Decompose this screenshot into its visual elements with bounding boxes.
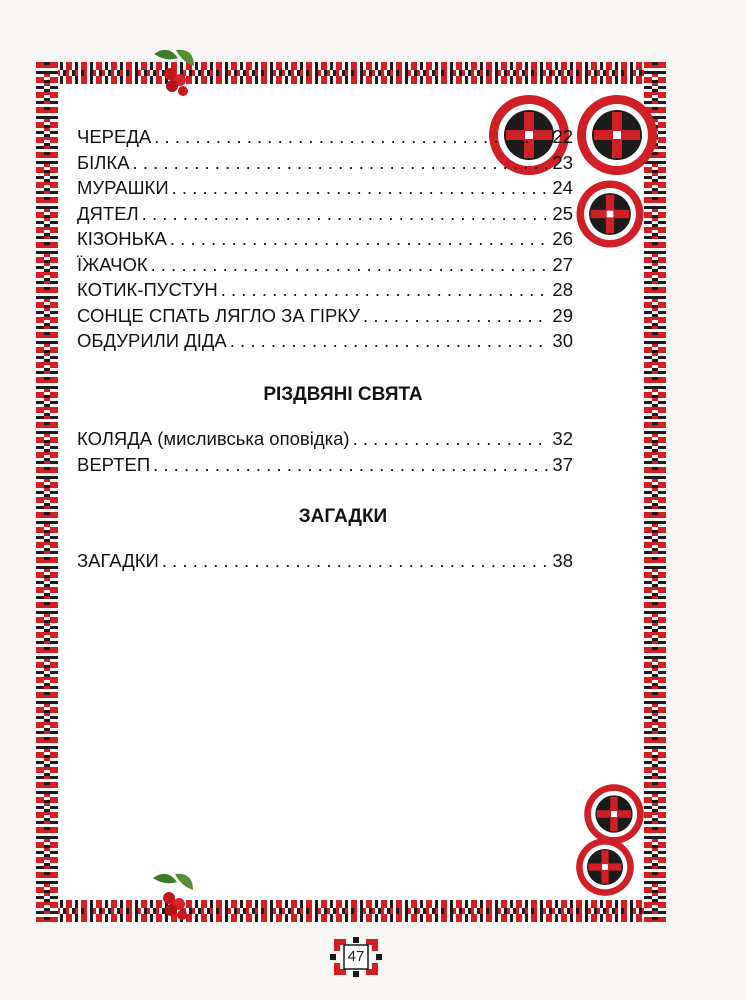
- toc-leader-dots: [153, 454, 549, 476]
- toc-list: [77, 126, 573, 356]
- toc-entry-title: ЇЖАЧОК: [77, 253, 148, 275]
- toc-entry-page: 28: [552, 279, 573, 300]
- toc-entry-page: 25: [552, 202, 573, 224]
- toc-entry[interactable]: [77, 152, 573, 178]
- page-number-badge: [328, 935, 384, 979]
- toc-entry-page: 32: [552, 428, 573, 449]
- toc-entry-title: СОНЦЕ СПАТЬ ЛЯГЛО ЗА ГІРКУ: [77, 304, 361, 326]
- embroidery-border-right: [644, 62, 666, 922]
- embroidery-border-top: [36, 62, 666, 84]
- toc-entry[interactable]: [77, 454, 573, 480]
- toc-entry[interactable]: [77, 228, 573, 254]
- toc-leader-dots: [363, 305, 549, 327]
- toc-entry[interactable]: [77, 428, 573, 454]
- toc-entry-page: 30: [552, 330, 573, 351]
- toc-leader-dots: [133, 152, 550, 174]
- toc-leader-dots: [170, 228, 550, 250]
- page-number: 47: [347, 948, 365, 965]
- toc-entry-title: КОТИК-ПУСТУН: [77, 279, 218, 300]
- toc-entry[interactable]: [77, 203, 573, 229]
- toc-entry-title: БІЛКА: [77, 151, 130, 173]
- toc-leader-dots: [230, 330, 550, 352]
- toc-entry-page: 29: [552, 304, 573, 326]
- toc-leader-dots: [154, 126, 549, 148]
- toc-entry[interactable]: [77, 177, 573, 203]
- toc-entry[interactable]: [77, 279, 573, 305]
- toc-entry-page: 23: [552, 151, 573, 173]
- toc-entry-page: 27: [552, 253, 573, 275]
- toc-entry-title: ВЕРТЕП: [77, 453, 151, 475]
- toc-entry-title: МУРАШКИ: [77, 177, 169, 198]
- toc-entry-title: ЗАГАДКИ: [77, 550, 159, 571]
- toc-entry-page: 24: [552, 177, 573, 198]
- toc-entry-page: 26: [552, 228, 573, 249]
- toc-entry-title: КОЛЯДА (мисливська оповідка): [77, 428, 350, 449]
- toc-entry[interactable]: [77, 254, 573, 280]
- toc-entry[interactable]: [77, 126, 573, 152]
- toc-entry-title: ОБДУРИЛИ ДІДА: [77, 330, 227, 351]
- toc-list: [77, 550, 573, 576]
- rosette-ornament-3: [574, 178, 646, 250]
- toc-leader-dots: [142, 203, 550, 225]
- viburnum-berry-icon: [148, 868, 198, 924]
- toc-leader-dots: [162, 550, 550, 572]
- embroidery-border-left: [36, 62, 58, 922]
- toc-entry-page: 38: [552, 550, 573, 571]
- rosette-ornament-5: [574, 836, 636, 898]
- viburnum-berry-icon: [150, 44, 198, 100]
- rosette-ornament-2: [574, 92, 660, 178]
- embroidery-border-bottom: [36, 900, 666, 922]
- toc-leader-dots: [221, 279, 550, 301]
- toc-entry[interactable]: [77, 330, 573, 356]
- toc-entry[interactable]: [77, 305, 573, 331]
- toc-entry-title: ЧЕРЕДА: [77, 126, 152, 147]
- toc-entry-title: ДЯТЕЛ: [77, 202, 139, 224]
- toc-entry-title: КІЗОНЬКА: [77, 228, 167, 249]
- toc-entry-page: 22: [552, 126, 573, 147]
- toc-entry-page: 37: [552, 453, 573, 475]
- toc-leader-dots: [353, 428, 550, 450]
- toc-entry[interactable]: [77, 550, 573, 576]
- section-heading: ЗАГАДКИ: [298, 506, 388, 527]
- toc-list: [77, 428, 573, 479]
- toc-leader-dots: [151, 254, 550, 276]
- toc-leader-dots: [172, 177, 550, 199]
- section-heading: РІЗДВЯНІ СВЯТА: [263, 384, 423, 405]
